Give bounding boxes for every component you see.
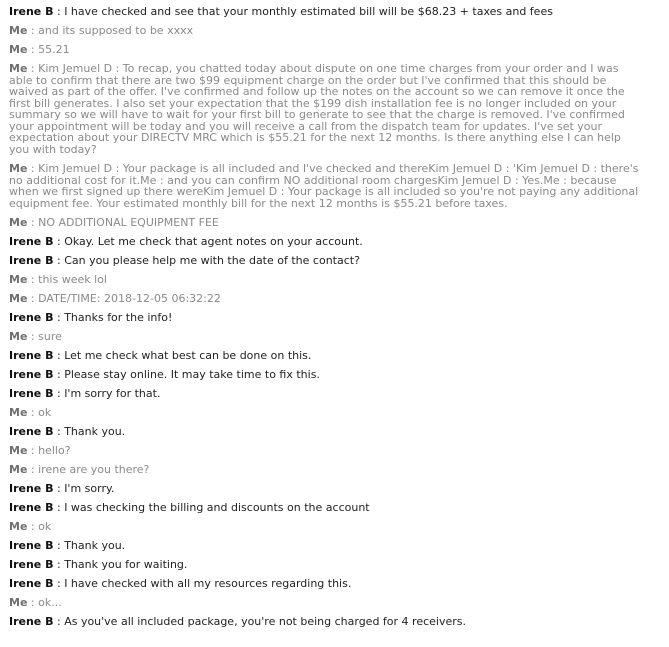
speaker-name: Me — [9, 330, 28, 343]
message-text: Thank you. — [64, 425, 126, 438]
chat-message — [9, 479, 641, 498]
message-text: As you've all included package, you're not being charged for 4 receivers. — [64, 615, 466, 628]
speaker-name: Me — [9, 520, 28, 533]
speaker-name: Me — [9, 216, 28, 229]
speaker-separator: : — [53, 349, 65, 362]
message-text: Kim Jemuel D : Your package is all included and I've checked and thereKim Jemuel D : 'Kim Jemuel D : there's no additional cost for it.Me : and you can confirm NO additional room chargesKim Jemuel D : Yes.Me : because when we first signed up there wereKim Jemuel D : Your package is all included so you're not paying any additional equipment fee. Your estimated monthly bill for the next 12 months is $55.21 before taxes. — [9, 162, 639, 210]
chat-message — [9, 251, 641, 270]
message-text: 55.21 — [38, 43, 70, 56]
chat-message — [9, 498, 641, 517]
speaker-name: Irene B — [9, 5, 54, 18]
message-text: irene are you there? — [38, 463, 150, 476]
chat-message — [9, 441, 641, 460]
chat-message — [9, 213, 641, 232]
speaker-separator: : — [53, 235, 65, 248]
chat-message — [9, 59, 641, 159]
speaker-separator: : — [53, 368, 65, 381]
chat-message — [9, 365, 641, 384]
chat-message — [9, 403, 641, 422]
chat-message — [9, 2, 641, 21]
speaker-name: Irene B — [9, 501, 54, 514]
message-text: Thank you. — [64, 539, 126, 552]
speaker-separator: : — [27, 406, 39, 419]
message-text: ok... — [38, 596, 62, 609]
message-text: ok — [38, 406, 52, 419]
speaker-separator: : — [53, 482, 65, 495]
message-text: Kim Jemuel D : To recap, you chatted today about dispute on one time charges from your order and I was able to confirm that there are two $99 equipment charge on the order but I've confirmed that this should be waived as part of the offer. I've confirmed and follow up the notes on the account so we can remove it once the first bill generates. I also set your expectation that the $199 dish installation fee is no longer included on your summary so we will have to wait for your first bill to generate to see that the charge is removed. I've confirmed your appointment will be today and you will receive a call from the dispatch team for updates. I've set your expectation about your DIRECTV MRC which is $55.21 for the next 12 months. Is there anything else I can help you with today? — [9, 62, 625, 156]
speaker-separator: : — [27, 162, 39, 175]
chat-message — [9, 308, 641, 327]
message-text: and its supposed to be xxxx — [38, 24, 194, 37]
message-text: Thank you for waiting. — [64, 558, 188, 571]
message-text: Let me check what best can be done on this. — [64, 349, 312, 362]
speaker-separator: : — [53, 539, 65, 552]
chat-message — [9, 422, 641, 441]
speaker-separator: : — [27, 292, 39, 305]
message-text: I'm sorry. — [64, 482, 115, 495]
speaker-name: Me — [9, 463, 28, 476]
message-text: Can you please help me with the date of the contact? — [64, 254, 360, 267]
speaker-name: Irene B — [9, 254, 54, 267]
speaker-name: Irene B — [9, 539, 54, 552]
message-text: this week lol — [38, 273, 107, 286]
chat-message — [9, 159, 641, 213]
speaker-separator: : — [53, 5, 65, 18]
speaker-name: Irene B — [9, 482, 54, 495]
speaker-separator: : — [27, 596, 39, 609]
speaker-name: Me — [9, 444, 28, 457]
chat-message — [9, 517, 641, 536]
speaker-separator: : — [53, 254, 65, 267]
chat-message — [9, 21, 641, 40]
speaker-name: Irene B — [9, 387, 54, 400]
message-text: Thanks for the info! — [64, 311, 173, 324]
chat-message — [9, 593, 641, 612]
speaker-separator: : — [53, 615, 65, 628]
speaker-name: Irene B — [9, 368, 54, 381]
speaker-name: Irene B — [9, 577, 54, 590]
message-text: NO ADDITIONAL EQUIPMENT FEE — [38, 216, 219, 229]
chat-transcript — [9, 2, 641, 631]
chat-message — [9, 346, 641, 365]
speaker-name: Me — [9, 62, 28, 75]
speaker-separator: : — [27, 444, 39, 457]
speaker-name: Me — [9, 162, 28, 175]
speaker-name: Me — [9, 292, 28, 305]
message-text: I have checked with all my resources regarding this. — [64, 577, 352, 590]
message-text: I'm sorry for that. — [64, 387, 161, 400]
speaker-name: Me — [9, 273, 28, 286]
speaker-separator: : — [53, 387, 65, 400]
chat-message — [9, 327, 641, 346]
speaker-separator: : — [53, 501, 65, 514]
speaker-separator: : — [53, 425, 65, 438]
speaker-separator: : — [27, 273, 39, 286]
speaker-separator: : — [53, 558, 65, 571]
speaker-name: Irene B — [9, 425, 54, 438]
message-text: Okay. Let me check that agent notes on your account. — [64, 235, 363, 248]
message-text: sure — [38, 330, 62, 343]
message-text: hello? — [38, 444, 71, 457]
speaker-name: Irene B — [9, 349, 54, 362]
message-text: I was checking the billing and discounts on the account — [64, 501, 370, 514]
speaker-separator: : — [27, 216, 39, 229]
speaker-name: Irene B — [9, 558, 54, 571]
speaker-separator: : — [53, 311, 65, 324]
speaker-name: Irene B — [9, 615, 54, 628]
chat-message — [9, 289, 641, 308]
chat-message — [9, 555, 641, 574]
chat-message — [9, 574, 641, 593]
speaker-separator: : — [27, 62, 39, 75]
message-text: DATE/TIME: 2018-12-05 06:32:22 — [38, 292, 221, 305]
speaker-name: Irene B — [9, 311, 54, 324]
speaker-separator: : — [27, 43, 39, 56]
chat-message — [9, 460, 641, 479]
speaker-separator: : — [53, 577, 65, 590]
chat-message — [9, 536, 641, 555]
speaker-name: Me — [9, 406, 28, 419]
speaker-name: Irene B — [9, 235, 54, 248]
message-text: I have checked and see that your monthly estimated bill will be $68.23 + taxes and fees — [64, 5, 553, 18]
chat-message — [9, 232, 641, 251]
message-text: ok — [38, 520, 52, 533]
speaker-name: Me — [9, 43, 28, 56]
chat-message — [9, 40, 641, 59]
speaker-name: Me — [9, 596, 28, 609]
chat-message — [9, 612, 641, 631]
speaker-separator: : — [27, 24, 39, 37]
speaker-separator: : — [27, 330, 39, 343]
chat-message — [9, 270, 641, 289]
chat-message — [9, 384, 641, 403]
speaker-separator: : — [27, 463, 39, 476]
speaker-separator: : — [27, 520, 39, 533]
speaker-name: Me — [9, 24, 28, 37]
message-text: Please stay online. It may take time to fix this. — [64, 368, 320, 381]
